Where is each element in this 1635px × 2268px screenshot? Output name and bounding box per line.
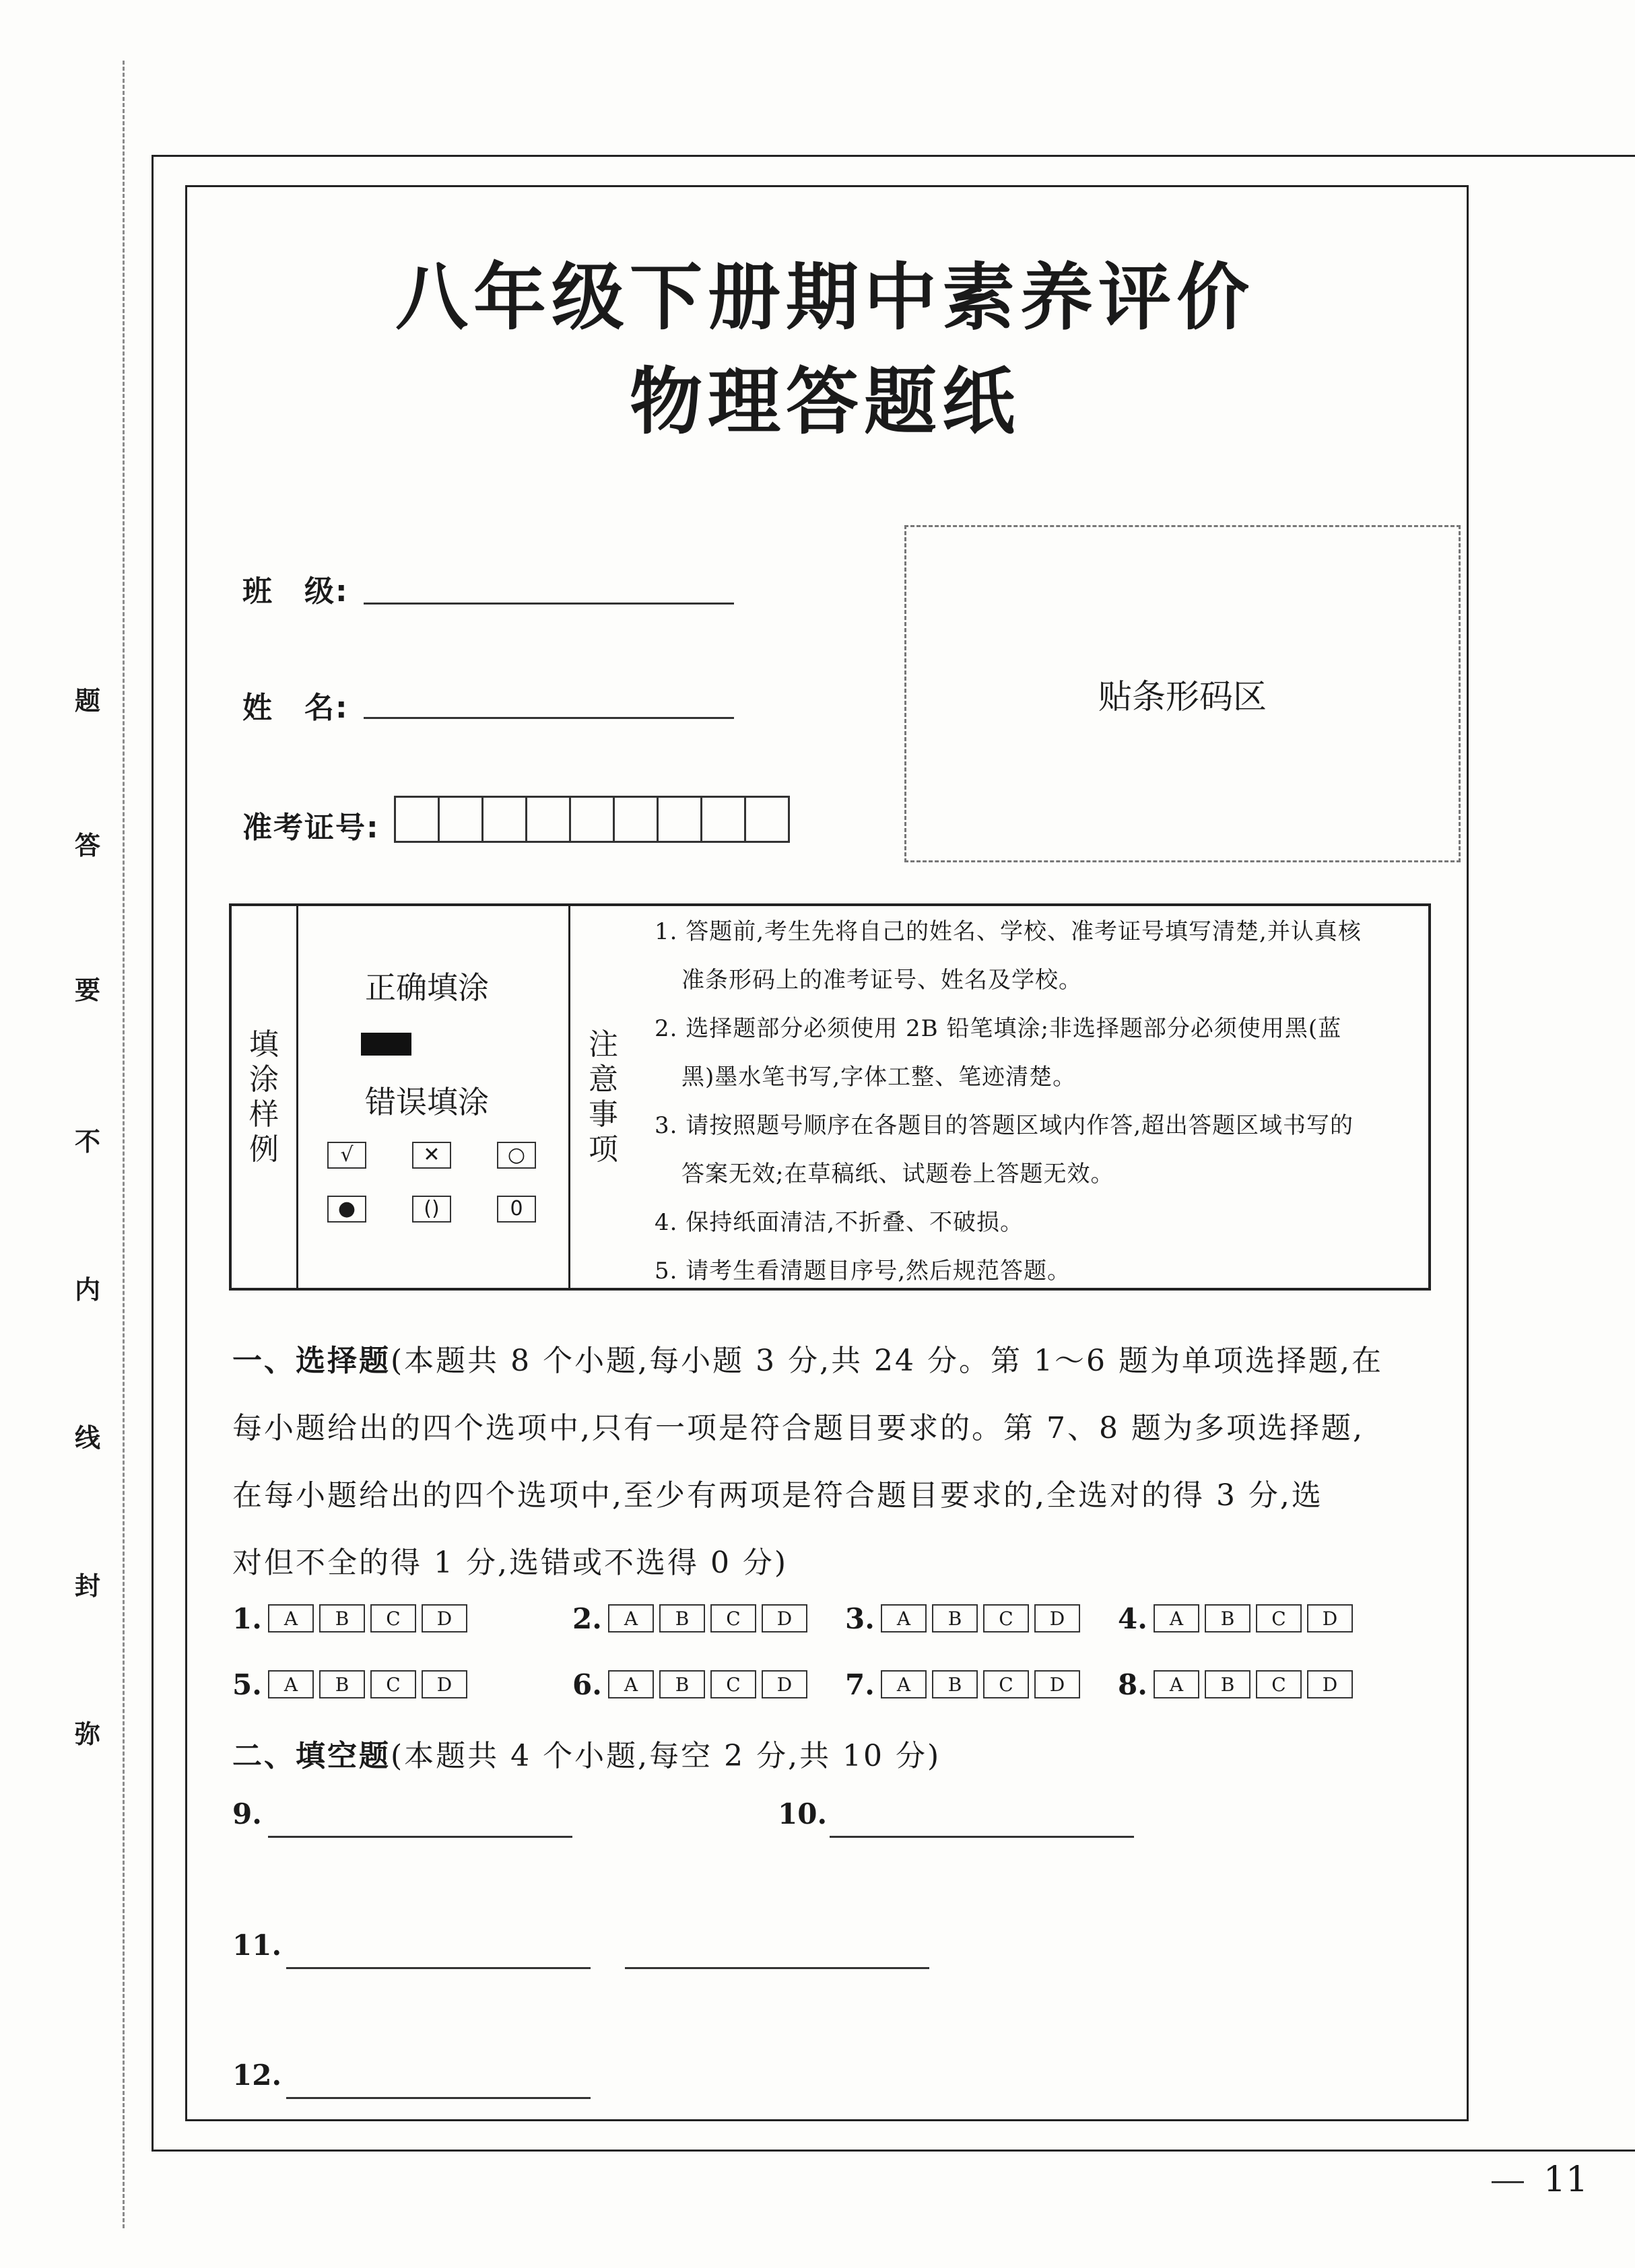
seal-warning-char: 答: [74, 831, 100, 860]
wrong-fill-example: 0: [497, 1196, 536, 1223]
option-bubble[interactable]: C: [710, 1604, 756, 1633]
exam-id-digit-box[interactable]: [394, 796, 440, 843]
question-number: 4.: [1118, 1602, 1147, 1635]
option-bubble[interactable]: C: [710, 1670, 756, 1698]
exam-id-digit-box[interactable]: [525, 796, 571, 843]
question-number: 9.: [232, 1797, 262, 1830]
section2-intro: [232, 1731, 941, 1775]
option-bubble[interactable]: C: [370, 1670, 416, 1698]
section1-desc: 在每小题给出的四个选项中,至少有两项是符合题目要求的,全选对的得 3 分,选: [232, 1478, 1323, 1513]
barcode-area: [904, 525, 1461, 862]
wrong-fill-title: 错误填涂: [365, 1084, 489, 1120]
choice-options: [1154, 1670, 1358, 1698]
notice-line: 5. 请考生看清题目序号,然后规范答题。: [655, 1258, 1071, 1284]
exam-id-digit-box[interactable]: [613, 796, 659, 843]
wrong-fill-example: √: [327, 1142, 366, 1169]
choice-options: [608, 1604, 813, 1633]
notice-line: 2. 选择题部分必须使用 2B 铅笔填涂;非选择题部分必须使用黑(蓝: [655, 1015, 1342, 1042]
name-input-line[interactable]: [364, 717, 734, 719]
answer-blank[interactable]: [268, 1836, 572, 1838]
wrong-fill-example: (): [412, 1196, 451, 1223]
option-bubble[interactable]: A: [608, 1604, 654, 1633]
section1-intro: [232, 1336, 1383, 1379]
choice-options: [608, 1670, 813, 1698]
barcode-area-label: 贴条形码区: [1098, 677, 1267, 716]
notice-line: 1. 答题前,考生先将自己的姓名、学校、准考证号填写清楚,并认真核: [655, 918, 1362, 945]
exam-id-digit-box[interactable]: [700, 796, 746, 843]
fill-sample-label: 填 涂 样 例: [249, 1027, 279, 1167]
seal-warning-char: 题: [74, 686, 100, 716]
seal-warning-char: 封: [74, 1571, 100, 1601]
answer-blank[interactable]: [830, 1836, 1134, 1838]
exam-id-digit-box[interactable]: [481, 796, 527, 843]
seal-warning-char: 要: [74, 975, 100, 1005]
page-number-dash: [1492, 2181, 1524, 2183]
option-bubble[interactable]: A: [1154, 1670, 1199, 1698]
exam-id-digit-box[interactable]: [569, 796, 615, 843]
option-bubble[interactable]: D: [1034, 1604, 1080, 1633]
exam-id-digit-box[interactable]: [744, 796, 790, 843]
notice-label: 注 意 事 项: [589, 1027, 618, 1167]
section1-desc: 每小题给出的四个选项中,只有一项是符合题目要求的。第 7、8 题为多项选择题,: [232, 1411, 1364, 1445]
exam-id-boxes: [396, 796, 790, 843]
option-bubble[interactable]: A: [268, 1604, 314, 1633]
divider: [296, 906, 298, 1288]
option-bubble[interactable]: B: [659, 1604, 705, 1633]
wrong-fill-example: ●: [327, 1196, 366, 1223]
option-bubble[interactable]: A: [1154, 1604, 1199, 1633]
option-bubble[interactable]: B: [932, 1670, 978, 1698]
page-subtitle: 物理答题纸: [629, 360, 1020, 444]
question-number: 10.: [778, 1797, 828, 1830]
class-label: 班 级:: [242, 574, 349, 609]
section1-heading: 一、选择题: [232, 1344, 391, 1378]
question-number: 5.: [232, 1668, 262, 1701]
question-number: 7.: [845, 1668, 875, 1701]
answer-blank[interactable]: [286, 1967, 591, 1969]
choice-options: [1154, 1604, 1358, 1633]
notice-line: 准条形码上的准考证号、姓名及学校。: [681, 967, 1082, 994]
wrong-fill-example: ✕: [412, 1142, 451, 1169]
seal-dashed-line: [123, 61, 125, 2228]
option-bubble[interactable]: D: [1307, 1604, 1353, 1633]
section1-desc: 对但不全的得 1 分,选错或不选得 0 分): [232, 1546, 789, 1580]
option-bubble[interactable]: B: [319, 1604, 365, 1633]
answer-blank[interactable]: [286, 2097, 591, 2099]
question-number: 11.: [232, 1929, 282, 1962]
notice-line: 4. 保持纸面清洁,不折叠、不破损。: [655, 1209, 1024, 1236]
option-bubble[interactable]: A: [881, 1604, 927, 1633]
option-bubble[interactable]: D: [1034, 1670, 1080, 1698]
seal-warning-char: 线: [74, 1423, 100, 1453]
notice-line: 答案无效;在草稿纸、试题卷上答题无效。: [681, 1161, 1114, 1188]
section2-desc: (本题共 4 个小题,每空 2 分,共 10 分): [391, 1739, 941, 1773]
option-bubble[interactable]: B: [1205, 1604, 1250, 1633]
section2-heading: 二、填空题: [232, 1739, 391, 1773]
question-number: 1.: [232, 1602, 262, 1635]
class-input-line[interactable]: [364, 603, 734, 605]
question-number: 2.: [572, 1602, 602, 1635]
option-bubble[interactable]: B: [319, 1670, 365, 1698]
seal-warning-char: 内: [74, 1275, 100, 1305]
question-number: 8.: [1118, 1668, 1147, 1701]
notice-line: 3. 请按照题号顺序在各题目的答题区域内作答,超出答题区域书写的: [655, 1112, 1354, 1139]
seal-warning-char: 不: [74, 1127, 100, 1157]
option-bubble[interactable]: C: [370, 1604, 416, 1633]
option-bubble[interactable]: B: [932, 1604, 978, 1633]
correct-fill-example: [361, 1033, 411, 1056]
choice-options: [881, 1670, 1086, 1698]
option-bubble[interactable]: D: [422, 1670, 467, 1698]
choice-options: [268, 1670, 473, 1698]
option-bubble[interactable]: D: [762, 1670, 807, 1698]
option-bubble[interactable]: A: [881, 1670, 927, 1698]
name-label: 姓 名:: [242, 691, 349, 725]
option-bubble[interactable]: D: [422, 1604, 467, 1633]
seal-warning-char: 弥: [74, 1719, 100, 1749]
option-bubble[interactable]: C: [1256, 1604, 1302, 1633]
option-bubble[interactable]: C: [983, 1604, 1029, 1633]
page-title: 八年级下册期中素养评价: [395, 256, 1255, 340]
divider: [568, 906, 570, 1288]
instructions-box: [229, 903, 1431, 1291]
question-number: 12.: [232, 2059, 282, 2092]
section1-desc: (本题共 8 个小题,每小题 3 分,共 24 分。第 1～6 题为单项选择题,在: [391, 1344, 1383, 1378]
option-bubble[interactable]: C: [983, 1670, 1029, 1698]
option-bubble[interactable]: D: [1307, 1670, 1353, 1698]
correct-fill-title: 正确填涂: [365, 969, 489, 1006]
choice-options: [881, 1604, 1086, 1633]
question-number: 6.: [572, 1668, 602, 1701]
option-bubble[interactable]: B: [1205, 1670, 1250, 1698]
wrong-fill-example: ○: [497, 1142, 536, 1169]
option-bubble[interactable]: B: [659, 1670, 705, 1698]
exam-id-digit-box[interactable]: [657, 796, 702, 843]
question-number: 3.: [845, 1602, 875, 1635]
exam-id-digit-box[interactable]: [438, 796, 483, 843]
exam-id-label: 准考证号:: [242, 811, 380, 845]
page-number: 11: [1543, 2160, 1589, 2200]
option-bubble[interactable]: A: [268, 1670, 314, 1698]
option-bubble[interactable]: A: [608, 1670, 654, 1698]
notice-line: 黑)墨水笔书写,字体工整、笔迹清楚。: [681, 1064, 1077, 1091]
answer-blank[interactable]: [625, 1967, 929, 1969]
option-bubble[interactable]: D: [762, 1604, 807, 1633]
choice-options: [268, 1604, 473, 1633]
option-bubble[interactable]: C: [1256, 1670, 1302, 1698]
